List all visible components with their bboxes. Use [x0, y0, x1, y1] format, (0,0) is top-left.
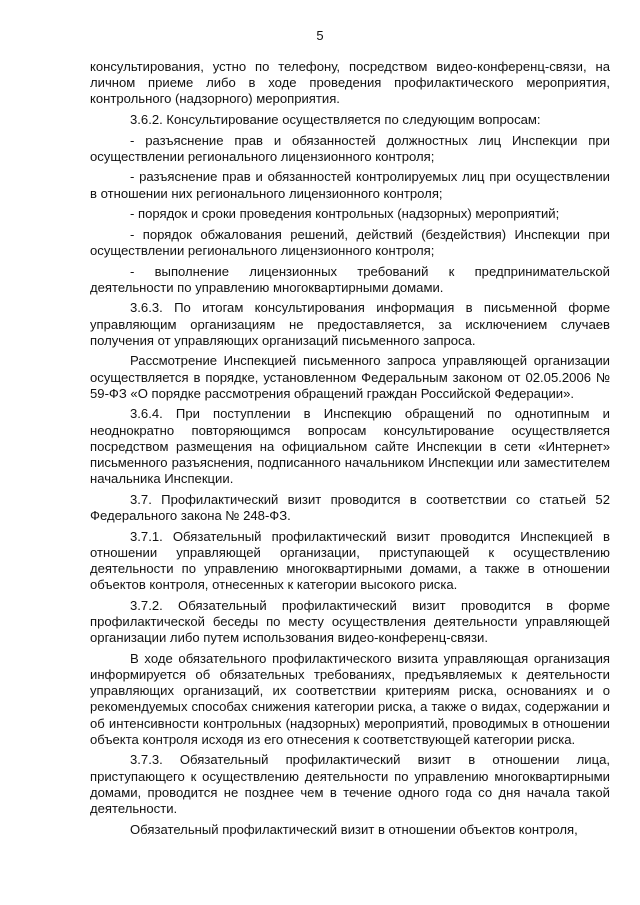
paragraph: 3.7.3. Обязательный профилактический визит в отношении лица, приступающего к осуществлению деятельности по управлению многоквартирными домами, проводится не позднее чем в течение одного года со дня начала такой деятельности. [90, 752, 610, 816]
paragraph: 3.6.2. Консультирование осуществляется по следующим вопросам: [130, 112, 541, 127]
paragraph: 3.7.2. Обязательный профилактический визит проводится в форме профилактической беседы по месту осуществления деятельности управляющей организации либо путем использования видео-конференц-связи. [90, 597, 610, 646]
list-item: - разъяснение прав и обязанностей контролируемых лиц при осуществлении в отношении них регионального лицензионного контроля; [90, 169, 610, 201]
page-number: 5 [316, 28, 324, 43]
paragraph: Обязательный профилактический визит в отношении объектов контроля, [130, 821, 578, 837]
paragraph: 3.7. Профилактический визит проводится в соответствии со статьей 52 Федерального закона № 248-ФЗ. [90, 491, 610, 523]
document-body [90, 59, 610, 842]
list-item: - выполнение лицензионных требований к предпринимательской деятельности по управлению многоквартирными домами. [90, 263, 610, 295]
list-item: - разъяснение прав и обязанностей должностных лиц Инспекции при осуществлении регионального лицензионного контроля; [90, 132, 610, 164]
paragraph: 3.7.1. Обязательный профилактический визит проводится Инспекцией в отношении управляющей организации, приступающей к осуществлению деятельности по управлению многоквартирными домами, а также в отношении объектов контроля, отнесенных к категории высокого риска. [90, 528, 610, 593]
paragraph: консультирования, устно по телефону, посредством видео-конференц-связи, на личном приеме либо в ходе проведения профилактического мероприятия, контрольного (надзорного) мероприятия. [90, 59, 610, 107]
paragraph: 3.6.3. По итогам консультирования информация в письменной форме управляющим организациям не предоставляется, за исключением случаев получения от управляющих организаций письменного запроса. [90, 300, 610, 348]
paragraph: В ходе обязательного профилактического визита управляющая организация информируется об обязательных требованиях, предъявляемых к деятельности управляющих организаций, их соответствии критериям риска, основаниях и о рекомендуемых способах снижения категории риска, а также о видах, содержании и об интенсивности контрольных (надзорных) мероприятий, проводимых в отношении объекта контроля исходя из его отнесения к соответствующей категории риска. [90, 650, 610, 747]
paragraph: Рассмотрение Инспекцией письменного запроса управляющей организации осуществляется в порядке, установленном Федеральным законом от 02.05.2006 № 59-ФЗ «О порядке рассмотрения обращений граждан Российской Федерации». [90, 353, 610, 401]
list-item: - порядок и сроки проведения контрольных (надзорных) мероприятий; [130, 206, 560, 222]
paragraph: 3.6.4. При поступлении в Инспекцию обращений по однотипным и неоднократно повторяющимся вопросам консультирование осуществляется посредством размещения на официальном сайте Инспекции в сети «Интернет» письменного разъяснения, подписанного начальником Инспекции или заместителем начальника Инспекции. [90, 406, 610, 487]
list-item: - порядок обжалования решений, действий (бездействия) Инспекции при осуществлении регионального лицензионного контроля; [90, 226, 610, 258]
